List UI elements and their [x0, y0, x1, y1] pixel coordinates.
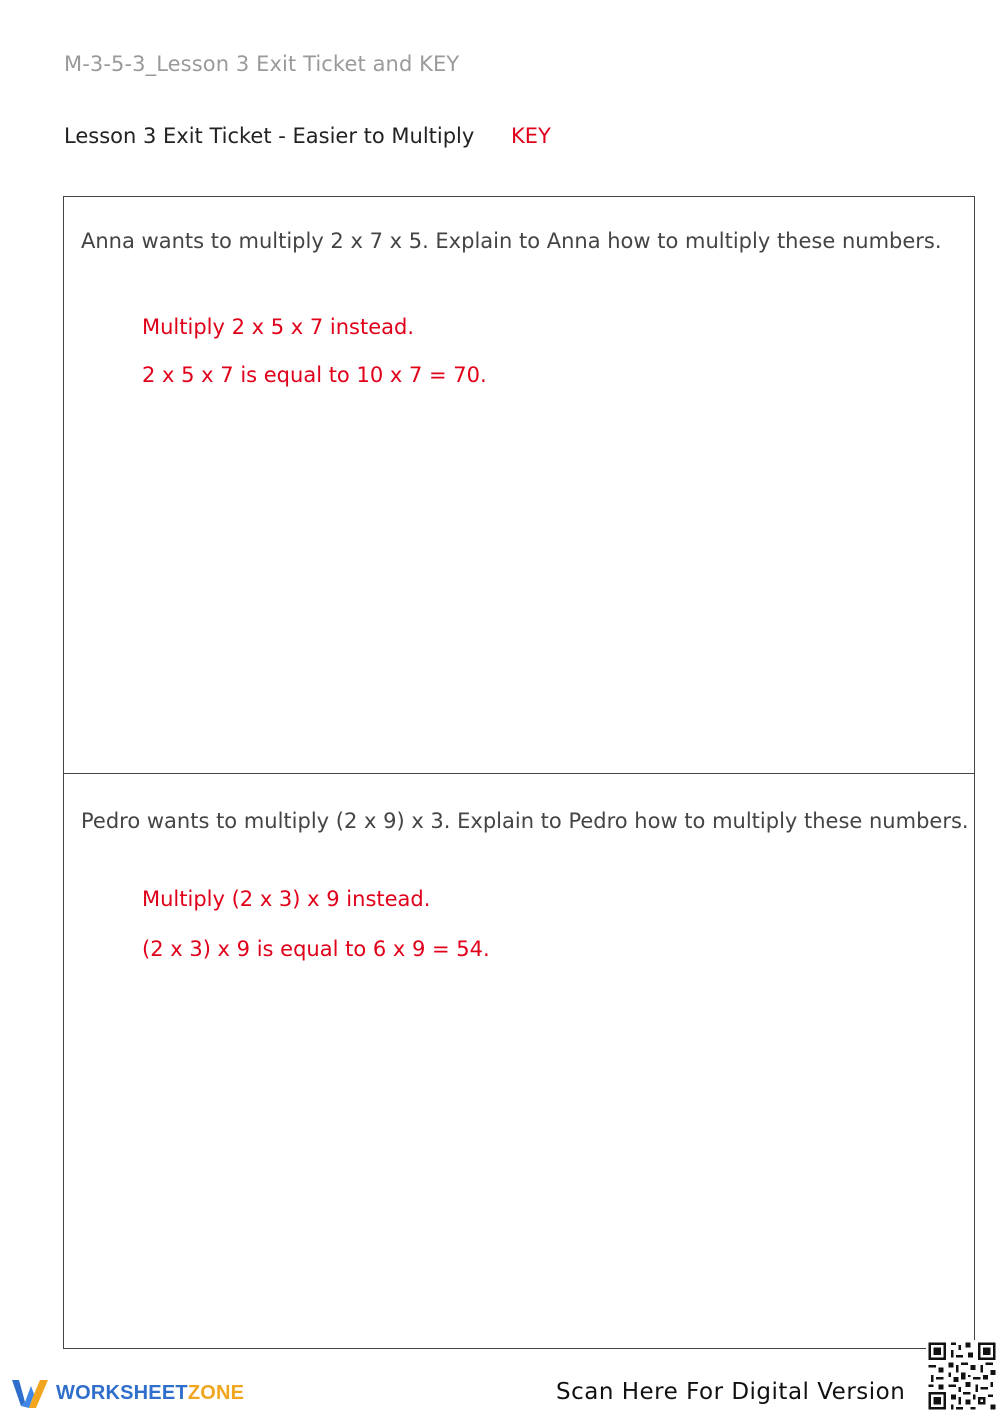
question-prompt-1: Anna wants to multiply 2 x 7 x 5. Explain to Anna how to multiply these numbers. [81, 229, 942, 253]
brand-name-part1: WORKSHEET [56, 1381, 188, 1404]
answer-line-1-2: 2 x 5 x 7 is equal to 10 x 7 = 70. [142, 363, 487, 387]
qr-code-icon[interactable] [926, 1340, 998, 1412]
answer-line-2-1: Multiply (2 x 3) x 9 instead. [142, 887, 431, 911]
scan-instruction: Scan Here For Digital Version [556, 1379, 906, 1405]
question-prompt-2: Pedro wants to multiply (2 x 9) x 3. Explain to Pedro how to multiply these numbers. [81, 809, 969, 833]
worksheet-title: Lesson 3 Exit Ticket - Easier to Multiply [64, 124, 475, 148]
worksheetzone-logo[interactable] [10, 1376, 244, 1410]
answer-line-2-2: (2 x 3) x 9 is equal to 6 x 9 = 54. [142, 937, 490, 961]
worksheetzone-logo-icon [10, 1376, 50, 1410]
question-box-1 [64, 197, 974, 774]
answer-line-1-1: Multiply 2 x 5 x 7 instead. [142, 315, 415, 339]
worksheet-title-row [64, 124, 551, 148]
document-id-header: M-3-5-3_Lesson 3 Exit Ticket and KEY [64, 52, 460, 76]
brand-name-part2: ZONE [187, 1381, 245, 1404]
exit-ticket-sheet [63, 196, 975, 1349]
question-box-2 [64, 774, 974, 1348]
answer-key-label: KEY [511, 124, 551, 148]
brand-name [56, 1382, 244, 1405]
